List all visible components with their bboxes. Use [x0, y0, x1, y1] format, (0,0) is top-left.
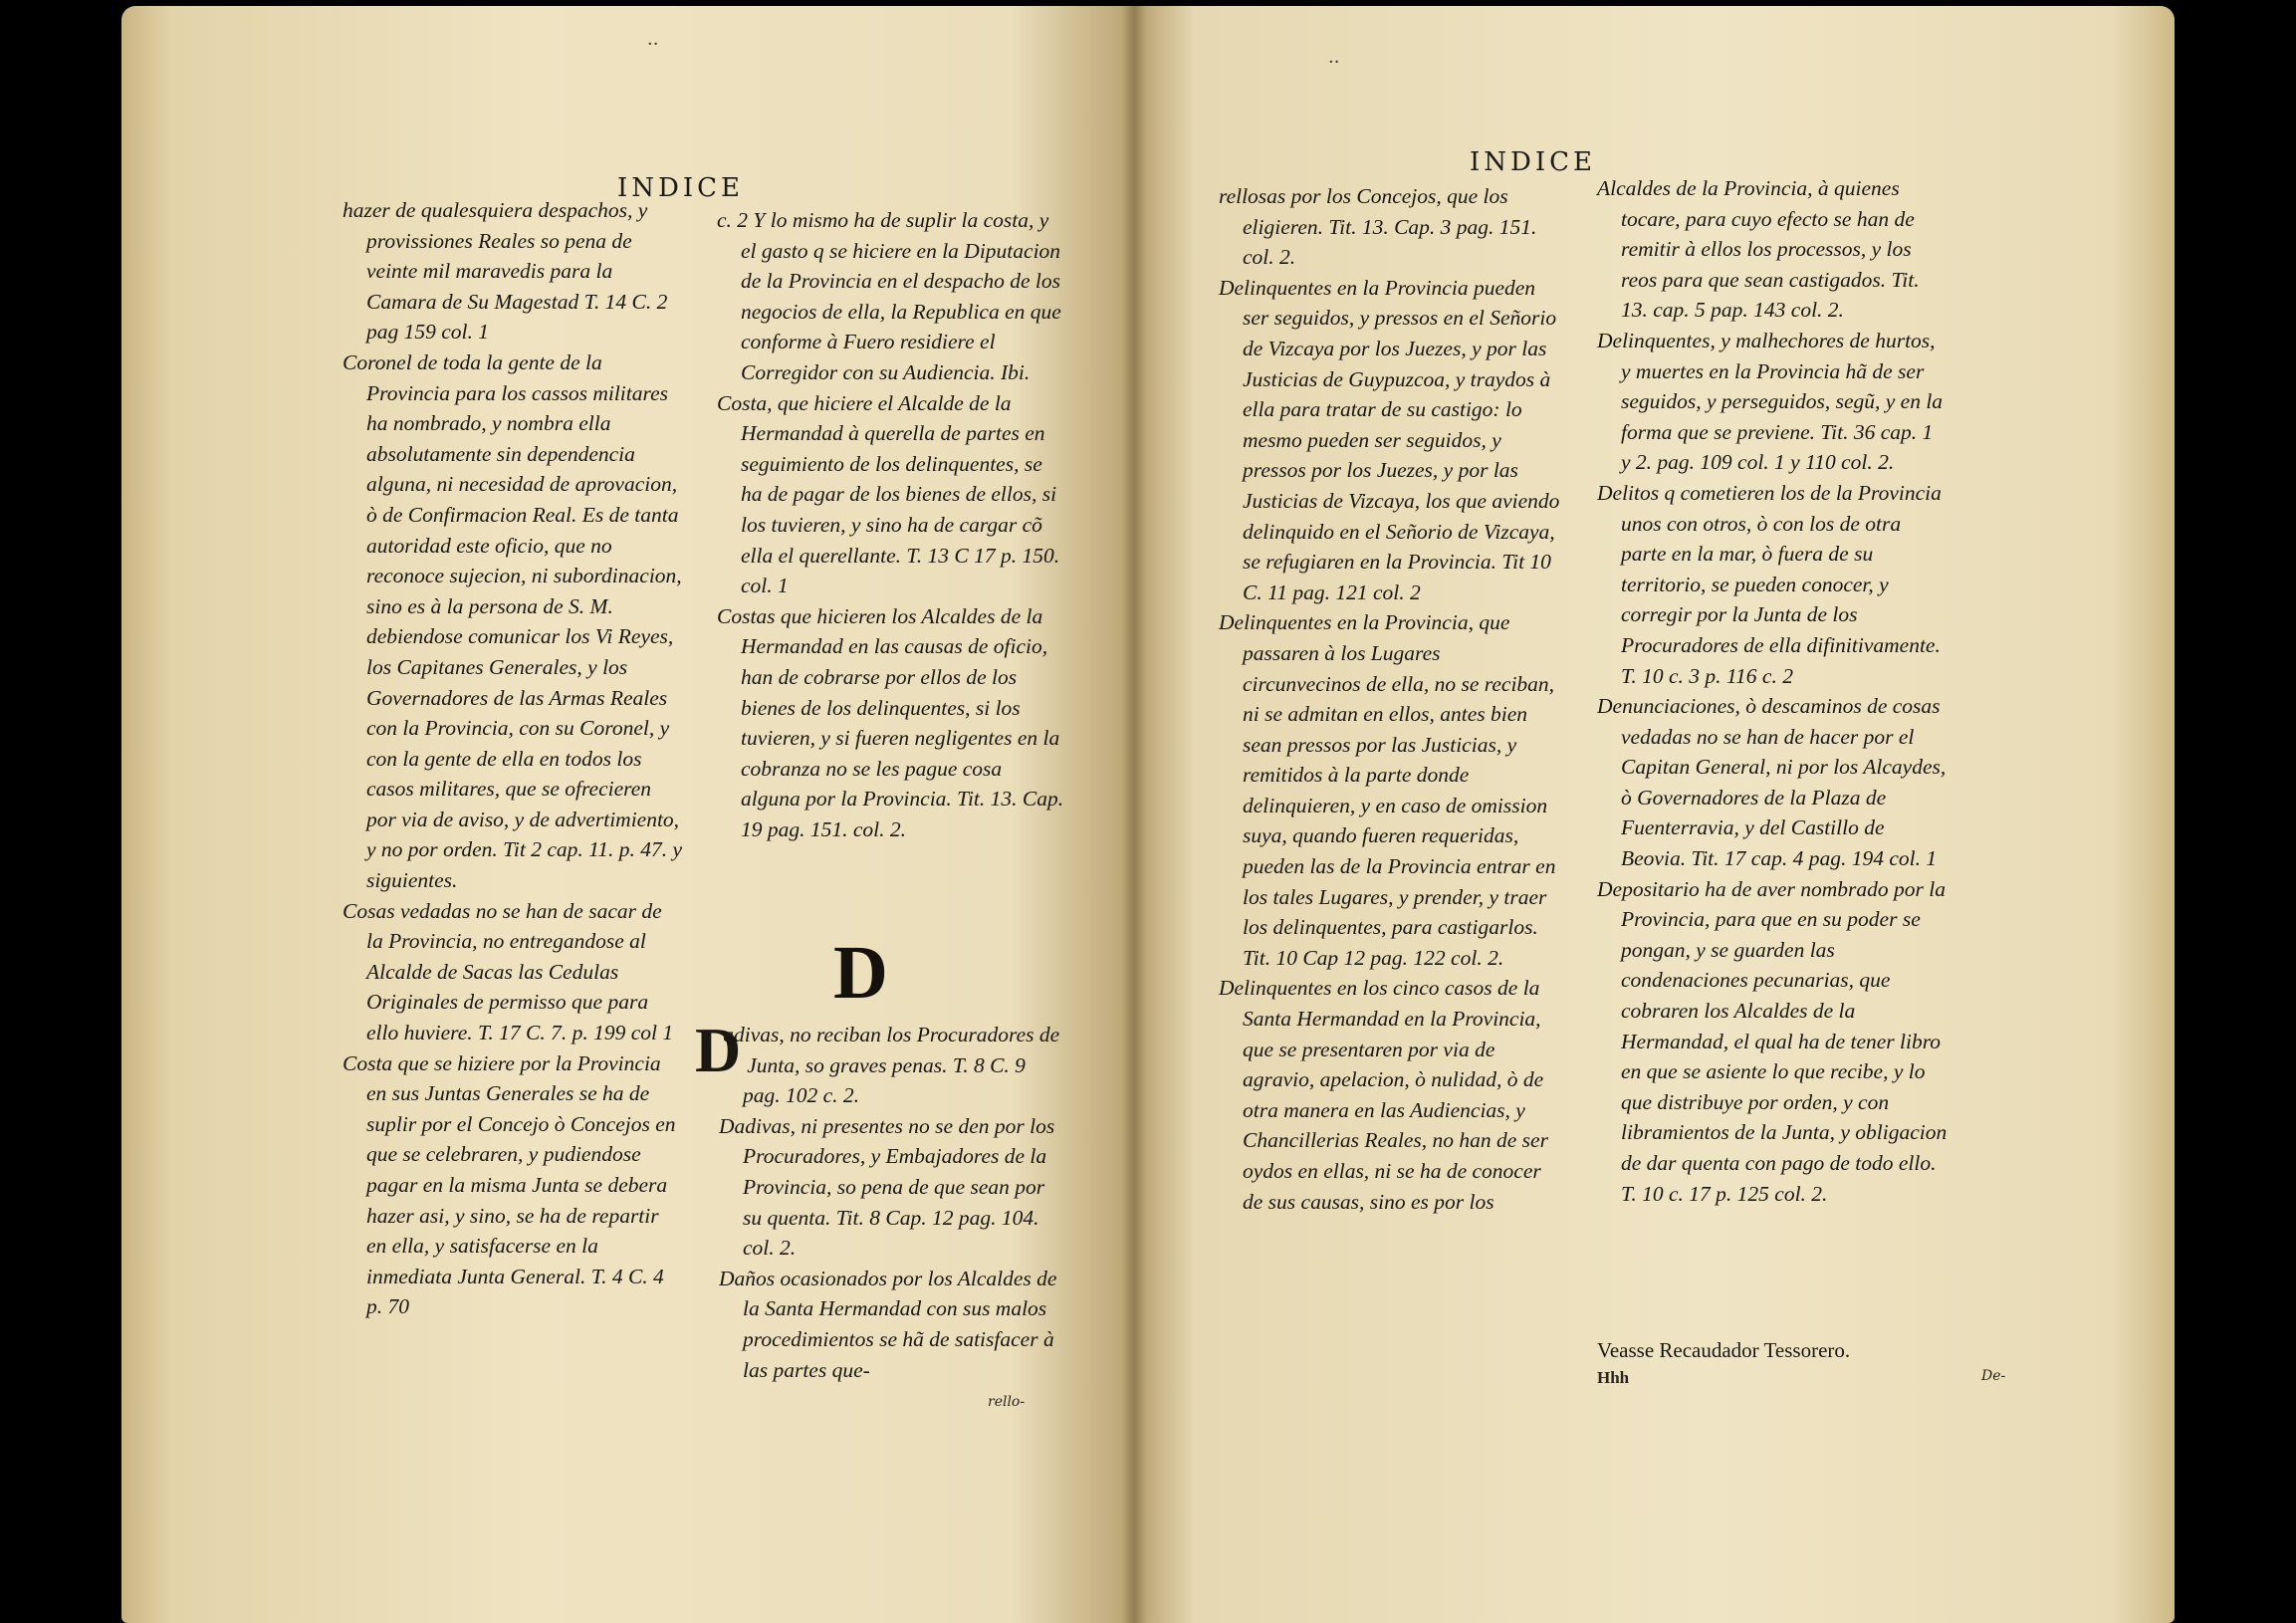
section-letter: D — [833, 931, 888, 1015]
index-entry: Alcaldes de la Provincia, à quienes tocare, para cuyo efecto se han de remitir à ellos los processos, y los reos para que sean castigados. Tit. 13. cap. 5 pap. 143 col. 2. — [1597, 176, 1920, 323]
catchword: De- — [1981, 1368, 2006, 1384]
index-entry: Cosas vedadas no se han de sacar de la Provincia, no entregandose al Alcalde de Sacas las Cedulas Originales de permisso que para ello huviere. T. 17 C. 7. p. 199 col 1 — [343, 898, 674, 1045]
index-entry: Denunciaciones, ò descaminos de cosas vedadas no se han de hacer por el Capitan General, ni por los Alcaydes, ò Governadores de la Plaza de Fuenterravia, y del Castillo de Beovia. Tit. 17 cap. 4 pag. 194 col. 1 — [1597, 694, 1947, 871]
index-column-2 — [717, 205, 1065, 844]
see-also-note: Veasse Recaudador Tessorero. — [1597, 1338, 1851, 1362]
index-entry: Delinquentes en los cinco casos de la Santa Hermandad en la Provincia, que se presentaren por via de agravio, apelacion, ò nulidad, ò de otra manera en las Audiencias, y Chancillerias Reales, no han de ser oydos en ellas, ni se ha de conocer de sus causas, sino es por los — [1219, 976, 1548, 1214]
book-gutter — [1121, 6, 1147, 1623]
index-entry: Daños ocasionados por los Alcaldes de la Santa Hermandad con sus malos procedimientos se hã de satisfacer à las partes que- — [719, 1266, 1057, 1382]
index-entry: rellosas por los Concejos, que los eligieren. Tit. 13. Cap. 3 pag. 151. col. 2. — [1219, 184, 1537, 270]
index-entry: Delinquentes en la Provincia, que passaren à los Lugares circunvecinos de ella, no se reciban, ni se admitan en ellos, antes bien sean pressos por las Justicias, y remitidos à la parte donde delinquieren, y en caso de omission suya, quando fueren requeridas, pueden las de la Provincia entrar en los tales Lugares, y prender, y traer los delinquentes, para castigarlos. Tit. 10 Cap 12 pag. 122 col. 2. — [1219, 610, 1556, 970]
left-page — [121, 6, 1133, 1623]
index-entry: Delinquentes en la Provincia pueden ser seguidos, y pressos en el Señorio de Vizcaya por los Juezes, y por las Justicias de Guypuzcoa, y traydos à ella para tratar de su castigo: lo mesmo pueden ser seguidos, y pressos por los Juezes, y por las Justicias de Vizcaya, los que aviendo delinquido en el Señorio de Vizcaya, se refugiaren en la Provincia. Tit 10 C. 11 pag. 121 col. 2 — [1219, 275, 1560, 604]
index-column-2 — [1597, 173, 1948, 1209]
index-entry: Costa que se hiziere por la Provincia en sus Juntas Generales se ha de suplir por el Concejo ò Concejos en que se celebraren, y pudiendose pagar en la misma Junta se debera hazer asi, y sino, se ha de repartir en ella, y satisfacerse en la inmediata Junta General. T. 4 C. 4 p. 70 — [343, 1050, 676, 1319]
page-header: INDICE — [617, 173, 745, 203]
index-entry: Costas que hicieren los Alcaldes de la Hermandad en las causas de oficio, han de cobrarse por ellos de los bienes de los delinquentes, si los tuvieren, y si fueren negligentes en la cobranza no se les pague cosa alguna por la Provincia. Tit. 13. Cap. 19 pag. 151. col. 2. — [717, 603, 1064, 841]
right-page — [1133, 6, 2175, 1623]
page-mark: ·· — [1328, 52, 1340, 73]
index-entry: c. 2 Y lo mismo ha de suplir la costa, y el gasto q se hiciere en la Diputacion de la Provincia en el despacho de los negocios de ella, la Republica en que conforme à Fuero residiere el Corregidor con su Audiencia. Ibi. — [717, 208, 1061, 384]
catchword: rello- — [988, 1394, 1026, 1410]
index-column-1 — [1219, 181, 1561, 1217]
index-entry: Delitos q cometieren los de la Provincia unos con otros, ò con los de otra parte en la mar, ò fuera de su territorio, se pueden conocer, y corregir por la Junta de los Procuradores de ella difinitivamente. T. 10 c. 3 p. 116 c. 2 — [1597, 480, 1942, 688]
index-column-2-section-d — [695, 1015, 1067, 1385]
index-entry: Coronel de toda la gente de la Provincia para los cassos militares ha nombrado, y nombra ella absolutamente sin dependencia alguna, ni necesidad de aprovacion, ò de Confirmacion Real. Es de tanta autoridad este oficio, que no reconoce sujecion, ni subordinacion, sino es à la persona de S. M. debiendose comunicar los Vi Reyes, los Capitanes Generales, y los Governadores de las Armas Reales con la Provincia, con su Coronel, y con la gente de ella en todos los casos militares, que se ofrecieren por via de aviso, y de advertimiento, y no por orden. Tit 2 cap. 11. p. 47. y siguientes. — [343, 349, 683, 893]
index-entry: hazer de qualesquiera despachos, y provissiones Reales so pena de veinte mil maravedis para la Camara de Su Magestad T. 14 C. 2 pag 159 col. 1 — [343, 198, 668, 345]
index-entry: Depositario ha de aver nombrado por la Provincia, para que en su poder se pongan, y se guarden las condenaciones pecunarias, que cobraren los Alcaldes de la Hermandad, el qual ha de tener libro en que se asiente lo que recibe, y lo que distribuye por orden, y con libramientos de la Junta, y obligacion de dar quenta con pago de todo ello. T. 10 c. 17 p. 125 col. 2. — [1597, 876, 1948, 1206]
open-book — [121, 6, 2175, 1623]
index-entry: D adivas, no reciban los Procuradores de Junta, so graves penas. T. 8 C. 9 pag. 102 c. 2. — [695, 1015, 1060, 1108]
index-entry: Dadivas, ni presentes no se den por los Procuradores, y Embajadores de la Provincia, so pena de que sean por su quenta. Tit. 8 Cap. 12 pag. 104. col. 2. — [719, 1113, 1055, 1261]
index-column-1 — [343, 195, 683, 1322]
drop-cap: D — [695, 1015, 742, 1085]
page-header: INDICE — [1470, 147, 1597, 177]
index-entry: Delinquentes, y malhechores de hurtos, y muertes en la Provincia hã de ser seguidos, y perseguidos, segũ, y en la forma que se previene. Tit. 36 cap. 1 y 2. pag. 109 col. 1 y 110 col. 2. — [1597, 328, 1944, 475]
index-entry: Costa, que hiciere el Alcalde de la Hermandad à querella de partes en seguimiento de los delinquentes, se ha de pagar de los bienes de ellos, si los tuvieren, y sino ha de cargar cõ ella el querellante. T. 13 C 17 p. 150. col. 1 — [717, 390, 1060, 598]
page-mark: ·· — [647, 34, 659, 55]
signature-mark: Hhh — [1597, 1368, 1630, 1387]
